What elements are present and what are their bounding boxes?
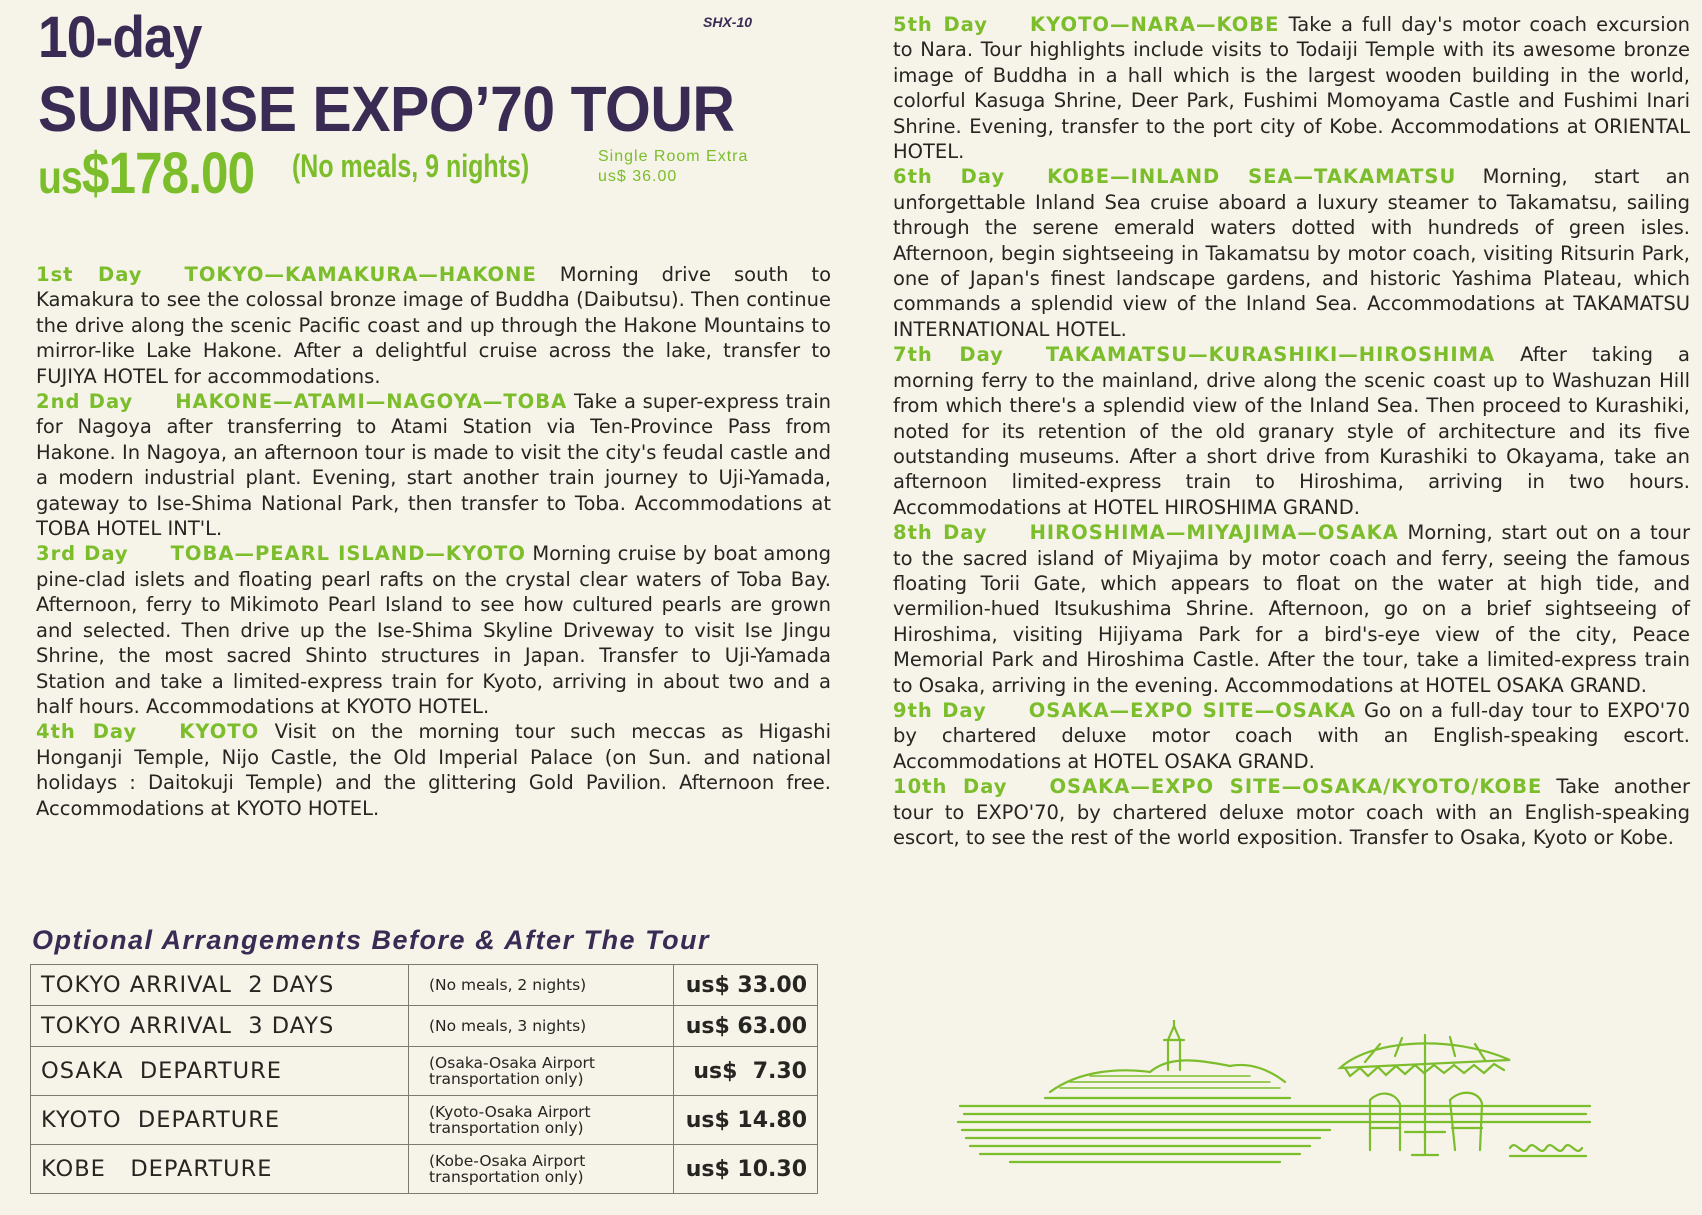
table-row <box>31 1145 818 1194</box>
arrangement-name: OSAKA DEPARTURE <box>31 1047 409 1096</box>
tour-duration-title: 10-day <box>38 5 202 70</box>
itinerary-day-8 <box>893 520 1690 698</box>
single-room-label: Single Room Extra <box>598 148 749 165</box>
arrangement-conditions <box>409 965 674 1006</box>
sea-lines <box>958 1106 1590 1162</box>
day-number: 9th Day <box>893 698 987 722</box>
tour-name-title: SUNRISE EXPO’70 TOUR <box>38 73 735 145</box>
day-route: KYOTO <box>179 720 260 744</box>
day-number: 8th Day <box>893 521 988 545</box>
day-route: TOKYO—KAMAKURA—HAKONE <box>184 263 537 286</box>
day-route: HIROSHIMA—MIYAJIMA—OSAKA <box>1029 521 1399 545</box>
day-description: Morning drive south to Kamakura to see the colossal bronze image of Buddha (Daibutsu). Then continue the drive along the scenic Pacific coast and up through the Hakone Mountains to mirror-like Lake Hakone. After a delightful cruise across the lake, transfer to FUJIYA HOTEL for accommodations. <box>36 263 831 388</box>
arrangement-condition-line: transportation only) <box>429 1168 584 1186</box>
seaside-illustration <box>950 1020 1600 1190</box>
arrangement-condition-line: transportation only) <box>429 1070 584 1088</box>
day-route: OSAKA—EXPO SITE—OSAKA/KYOTO/KOBE <box>1049 775 1543 799</box>
arrangement-conditions <box>409 1145 674 1194</box>
itinerary-day-2 <box>36 389 831 541</box>
itinerary-left-column <box>36 262 831 821</box>
day-description: Go on a full-day tour to EXPO'70 by chartered deluxe motor coach with an English-speaking escort. Accommodations at HOTEL OSAKA GRAND. <box>893 698 1690 773</box>
itinerary-day-3 <box>36 541 831 719</box>
arrangement-name: TOKYO ARRIVAL 3 DAYS <box>31 1006 409 1047</box>
arrangement-price: us$ 10.30 <box>674 1145 818 1194</box>
day-route: KOBE—INLAND SEA—TAKAMATSU <box>1047 165 1457 189</box>
arrangement-condition-line: (No meals, 3 nights) <box>429 1017 587 1035</box>
day-route: TOBA—PEARL ISLAND—KYOTO <box>170 542 526 566</box>
tour-code: SHX-10 <box>703 14 753 30</box>
arrangement-condition-line: (No meals, 2 nights) <box>429 976 587 994</box>
itinerary-day-1 <box>36 262 831 389</box>
itinerary-day-9 <box>893 698 1690 774</box>
arrangement-conditions <box>409 1006 674 1047</box>
itinerary-day-5 <box>893 12 1690 164</box>
day-route: TAKAMATSU—KURASHIKI—HIROSHIMA <box>1045 343 1496 367</box>
arrangement-conditions <box>409 1096 674 1145</box>
day-number: 2nd Day <box>36 390 134 414</box>
day-description: Take a full day's motor coach excursion to Nara. Tour highlights include visits to Todaiji Temple with its awesome bronze image of Buddha in a hall which is the largest wooden building in the world, colorful Kasuga Shrine, Deer Park, Fushimi Momoyama Castle and Fushimi Inari Shrine. Evening, transfer to the port city of Kobe. Accommodations at ORIENTAL HOTEL. <box>893 13 1690 164</box>
tour-price-value <box>38 140 254 207</box>
single-room-extra <box>598 147 748 187</box>
day-description: After taking a morning ferry to the mainland, drive along the scenic coast up to Washuzan Hill from which there's a splendid view of the Inland Sea. Then proceed to Kurashiki, noted for its retention of the old granary style of architecture and its five outstanding museums. After a short drive from Kurashiki to Okayama, take an afternoon limited-express train to Hiroshima, arriving in two hours. Accommodations at HOTEL HIROSHIMA GRAND. <box>893 343 1690 519</box>
itinerary-day-6 <box>893 164 1690 342</box>
day-number: 1st Day <box>36 263 143 286</box>
day-number: 10th Day <box>893 775 1008 799</box>
optional-arrangements-table <box>30 964 818 1194</box>
island-texture <box>1060 1076 1280 1088</box>
day-description: Morning cruise by boat among pine-clad islets and floating pearl rafts on the crystal clear waters of Toba Bay. Afternoon, ferry to Mikimoto Pearl Island to see how cultured pearls are grown and selected. Then drive up the Ise-Shima Skyline Driveway to visit Ise Jingu Shrine, the most sacred Shinto structures in Japan. Transfer to Uji-Yamada Station and take a limited-express train for Kyoto, arriving in about two and a half hours. Accommodations at KYOTO HOTEL. <box>36 542 832 718</box>
tour-price <box>38 140 292 207</box>
itinerary-day-7 <box>893 342 1690 520</box>
day-description: Take a super-express train for Nagoya after transferring to Atami Station via Ten-Province Pass from Hakone. In Nagoya, an afternoon tour is made to visit the city's feudal castle and a modern industrial plant. Evening, start another train journey to Uji-Yamada, gateway to Ise-Shima National Park, then transfer to Toba. Accommodations at TOBA HOTEL INT'L. <box>36 390 832 541</box>
optional-arrangements-heading: Optional Arrangements Before & After The Tour <box>32 925 711 955</box>
single-room-price: us$ 36.00 <box>598 168 678 185</box>
itinerary-day-10 <box>893 774 1690 850</box>
arrangement-condition-line: (Kyoto-Osaka Airport <box>429 1103 591 1121</box>
waves <box>1510 1145 1582 1151</box>
arrangement-name: KYOTO DEPARTURE <box>31 1096 409 1145</box>
arrangement-price: us$ 63.00 <box>674 1006 818 1047</box>
day-description: Take another tour to EXPO'70, by chartered deluxe motor coach with an English-speaking escort, to see the rest of the world exposition. Transfer to Osaka, Kyoto or Kobe. <box>893 775 1690 849</box>
tour-price-amount: $178.00 <box>81 141 255 206</box>
table-row <box>31 1006 818 1047</box>
arrangement-price: us$ 14.80 <box>674 1096 818 1145</box>
day-description: Visit on the morning tour such meccas as Higashi Honganji Temple, Nijo Castle, the Old Imperial Palace (on Sun. and national holidays : Daitokuji Temple) and the glittering Gold Pavilion. Afternoon free. Accommodations at KYOTO HOTEL. <box>36 720 831 820</box>
arrangement-condition-line: (Kobe-Osaka Airport <box>429 1152 586 1170</box>
day-number: 7th Day <box>893 343 1004 367</box>
arrangement-conditions <box>409 1047 674 1096</box>
arrangement-condition-line: transportation only) <box>429 1119 584 1137</box>
day-description: Morning, start out on a tour to the sacred island of Miyajima by motor coach and ferry, seeing the famous floating Torii Gate, which appears to float on the water at high tide, and vermilion-hued Itsukushima Shrine. Afternoon, go on a brief sightseeing of Hiroshima, visiting Hijiyama Park for a bird's-eye view of the city, Peace Memorial Park and Hiroshima Castle. After the tour, take a limited-express train to Osaka, arriving in the evening. Accommodations at HOTEL OSAKA GRAND. <box>893 521 1690 697</box>
arrangement-condition-line: (Osaka-Osaka Airport <box>429 1054 596 1072</box>
tour-price-note: (No meals, 9 nights) <box>292 148 530 184</box>
day-route: HAKONE—ATAMI—NAGOYA—TOBA <box>175 390 568 414</box>
table-icon <box>1405 1132 1445 1155</box>
day-number: 5th Day <box>893 13 988 36</box>
table-row <box>31 1047 818 1096</box>
table-row <box>31 965 818 1006</box>
day-route: KYOTO—NARA—KOBE <box>1029 13 1280 36</box>
day-description: Morning, start an unforgettable Inland Sea cruise aboard a luxury steamer to Takamatsu, sailing through the serene emerald waters dotted with hundreds of green isles. Afternoon, begin sightseeing in Takamatsu by motor coach, visiting Ritsurin Park, one of Japan's finest landscape gardens, and historic Yashima Plateau, which commands a splendid view of the Inland Sea. Accommodations at TAKAMATSU INTERNATIONAL HOTEL. <box>893 165 1690 341</box>
table-row <box>31 1096 818 1145</box>
day-number: 6th Day <box>893 165 1006 189</box>
arrangement-price: us$ 7.30 <box>674 1047 818 1096</box>
arrangement-name: KOBE DEPARTURE <box>31 1145 409 1194</box>
umbrella-icon <box>1340 1035 1510 1140</box>
day-number: 4th Day <box>36 720 138 744</box>
arrangement-name: TOKYO ARRIVAL 2 DAYS <box>31 965 409 1006</box>
arrangement-price: us$ 33.00 <box>674 965 818 1006</box>
day-number: 3rd Day <box>36 542 129 566</box>
itinerary-day-4 <box>36 719 831 821</box>
itinerary-right-column <box>893 12 1690 850</box>
day-route: OSAKA—EXPO SITE—OSAKA <box>1028 698 1357 722</box>
tour-price-currency: us <box>38 151 82 203</box>
